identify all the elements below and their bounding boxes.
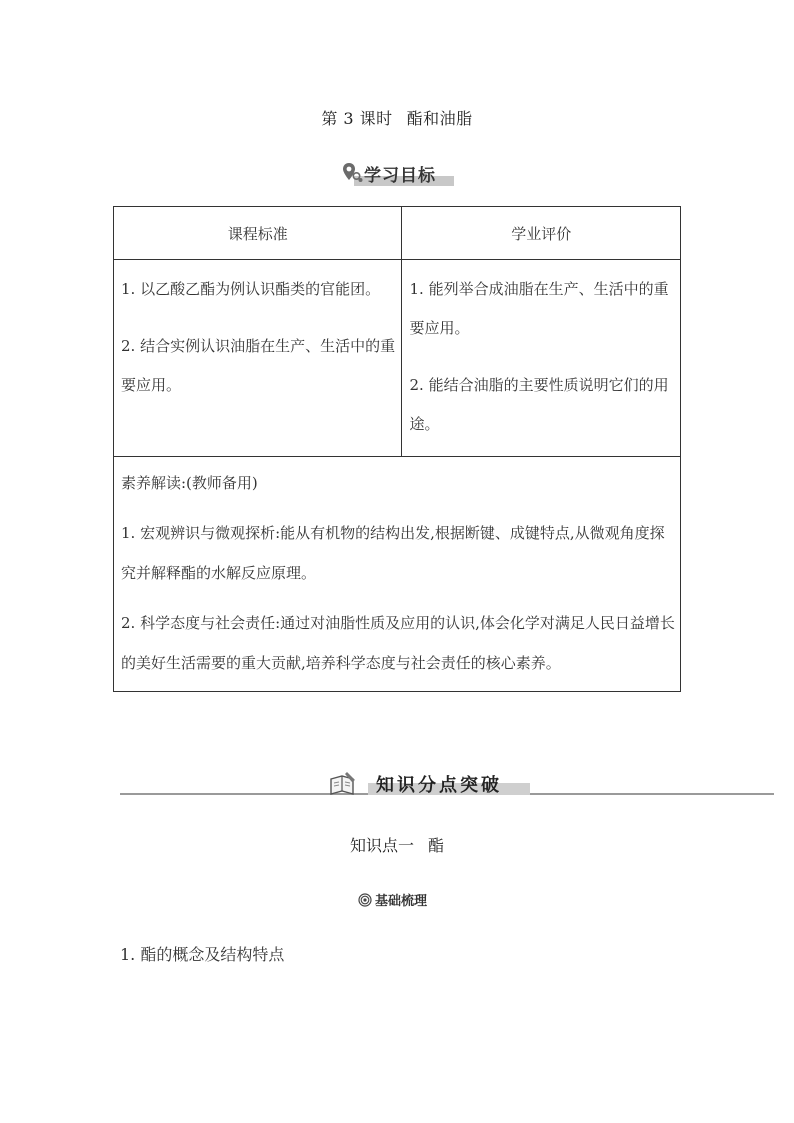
goals-table-body-row	[114, 260, 681, 457]
standard-item: 1. 以乙酸乙酯为例认识酯类的官能团。	[121, 280, 381, 298]
literacy-row	[114, 457, 681, 692]
standard-item: 2. 结合实例认识油脂在生产、生活中的重要应用。	[121, 337, 396, 394]
goals-section-title: 学习目标	[364, 166, 436, 186]
literacy-item: 1. 宏观辨识与微观探析:能从有机物的结构出发,根据断键、成键特点,从微观角度探究并解释酯的水解反应原理。	[121, 524, 665, 582]
book-pen-icon	[328, 770, 358, 798]
location-pin-icon	[342, 162, 364, 184]
literacy-item: 2. 科学态度与社会责任:通过对油脂性质及应用的认识,体会化学对满足人民日益增长的美好生活需要的重大贡献,培养科学态度与社会责任的核心素养。	[121, 614, 675, 672]
lesson-topic: 酯和油脂	[406, 109, 473, 128]
basics-label	[358, 890, 427, 909]
literacy-cell	[114, 457, 681, 692]
header-course-standard: 课程标准	[114, 207, 402, 260]
goals-table-header-row	[114, 207, 681, 260]
knowledge-point-name: 酯	[428, 836, 445, 855]
subsection-heading: 1. 酯的概念及结构特点	[120, 945, 285, 964]
knowledge-section-title: 知识分点突破	[376, 775, 502, 796]
evaluation-item: 1. 能列举合成油脂在生产、生活中的重要应用。	[409, 280, 669, 337]
goals-table	[113, 206, 681, 692]
evaluations-cell	[402, 260, 681, 457]
header-academic-evaluation: 学业评价	[402, 207, 681, 260]
goals-section-header	[340, 160, 456, 188]
spiral-icon	[358, 893, 372, 907]
knowledge-point-label: 知识点一	[349, 836, 414, 855]
knowledge-point-title	[0, 833, 794, 856]
standards-cell	[114, 260, 402, 457]
lesson-number: 第 3 课时	[321, 109, 393, 128]
basics-text: 基础梳理	[375, 894, 428, 909]
knowledge-section-header	[120, 770, 774, 800]
literacy-label: 素养解读:(教师备用)	[121, 474, 258, 492]
evaluation-item: 2. 能结合油脂的主要性质说明它们的用途。	[409, 376, 669, 433]
lesson-title	[0, 106, 794, 129]
